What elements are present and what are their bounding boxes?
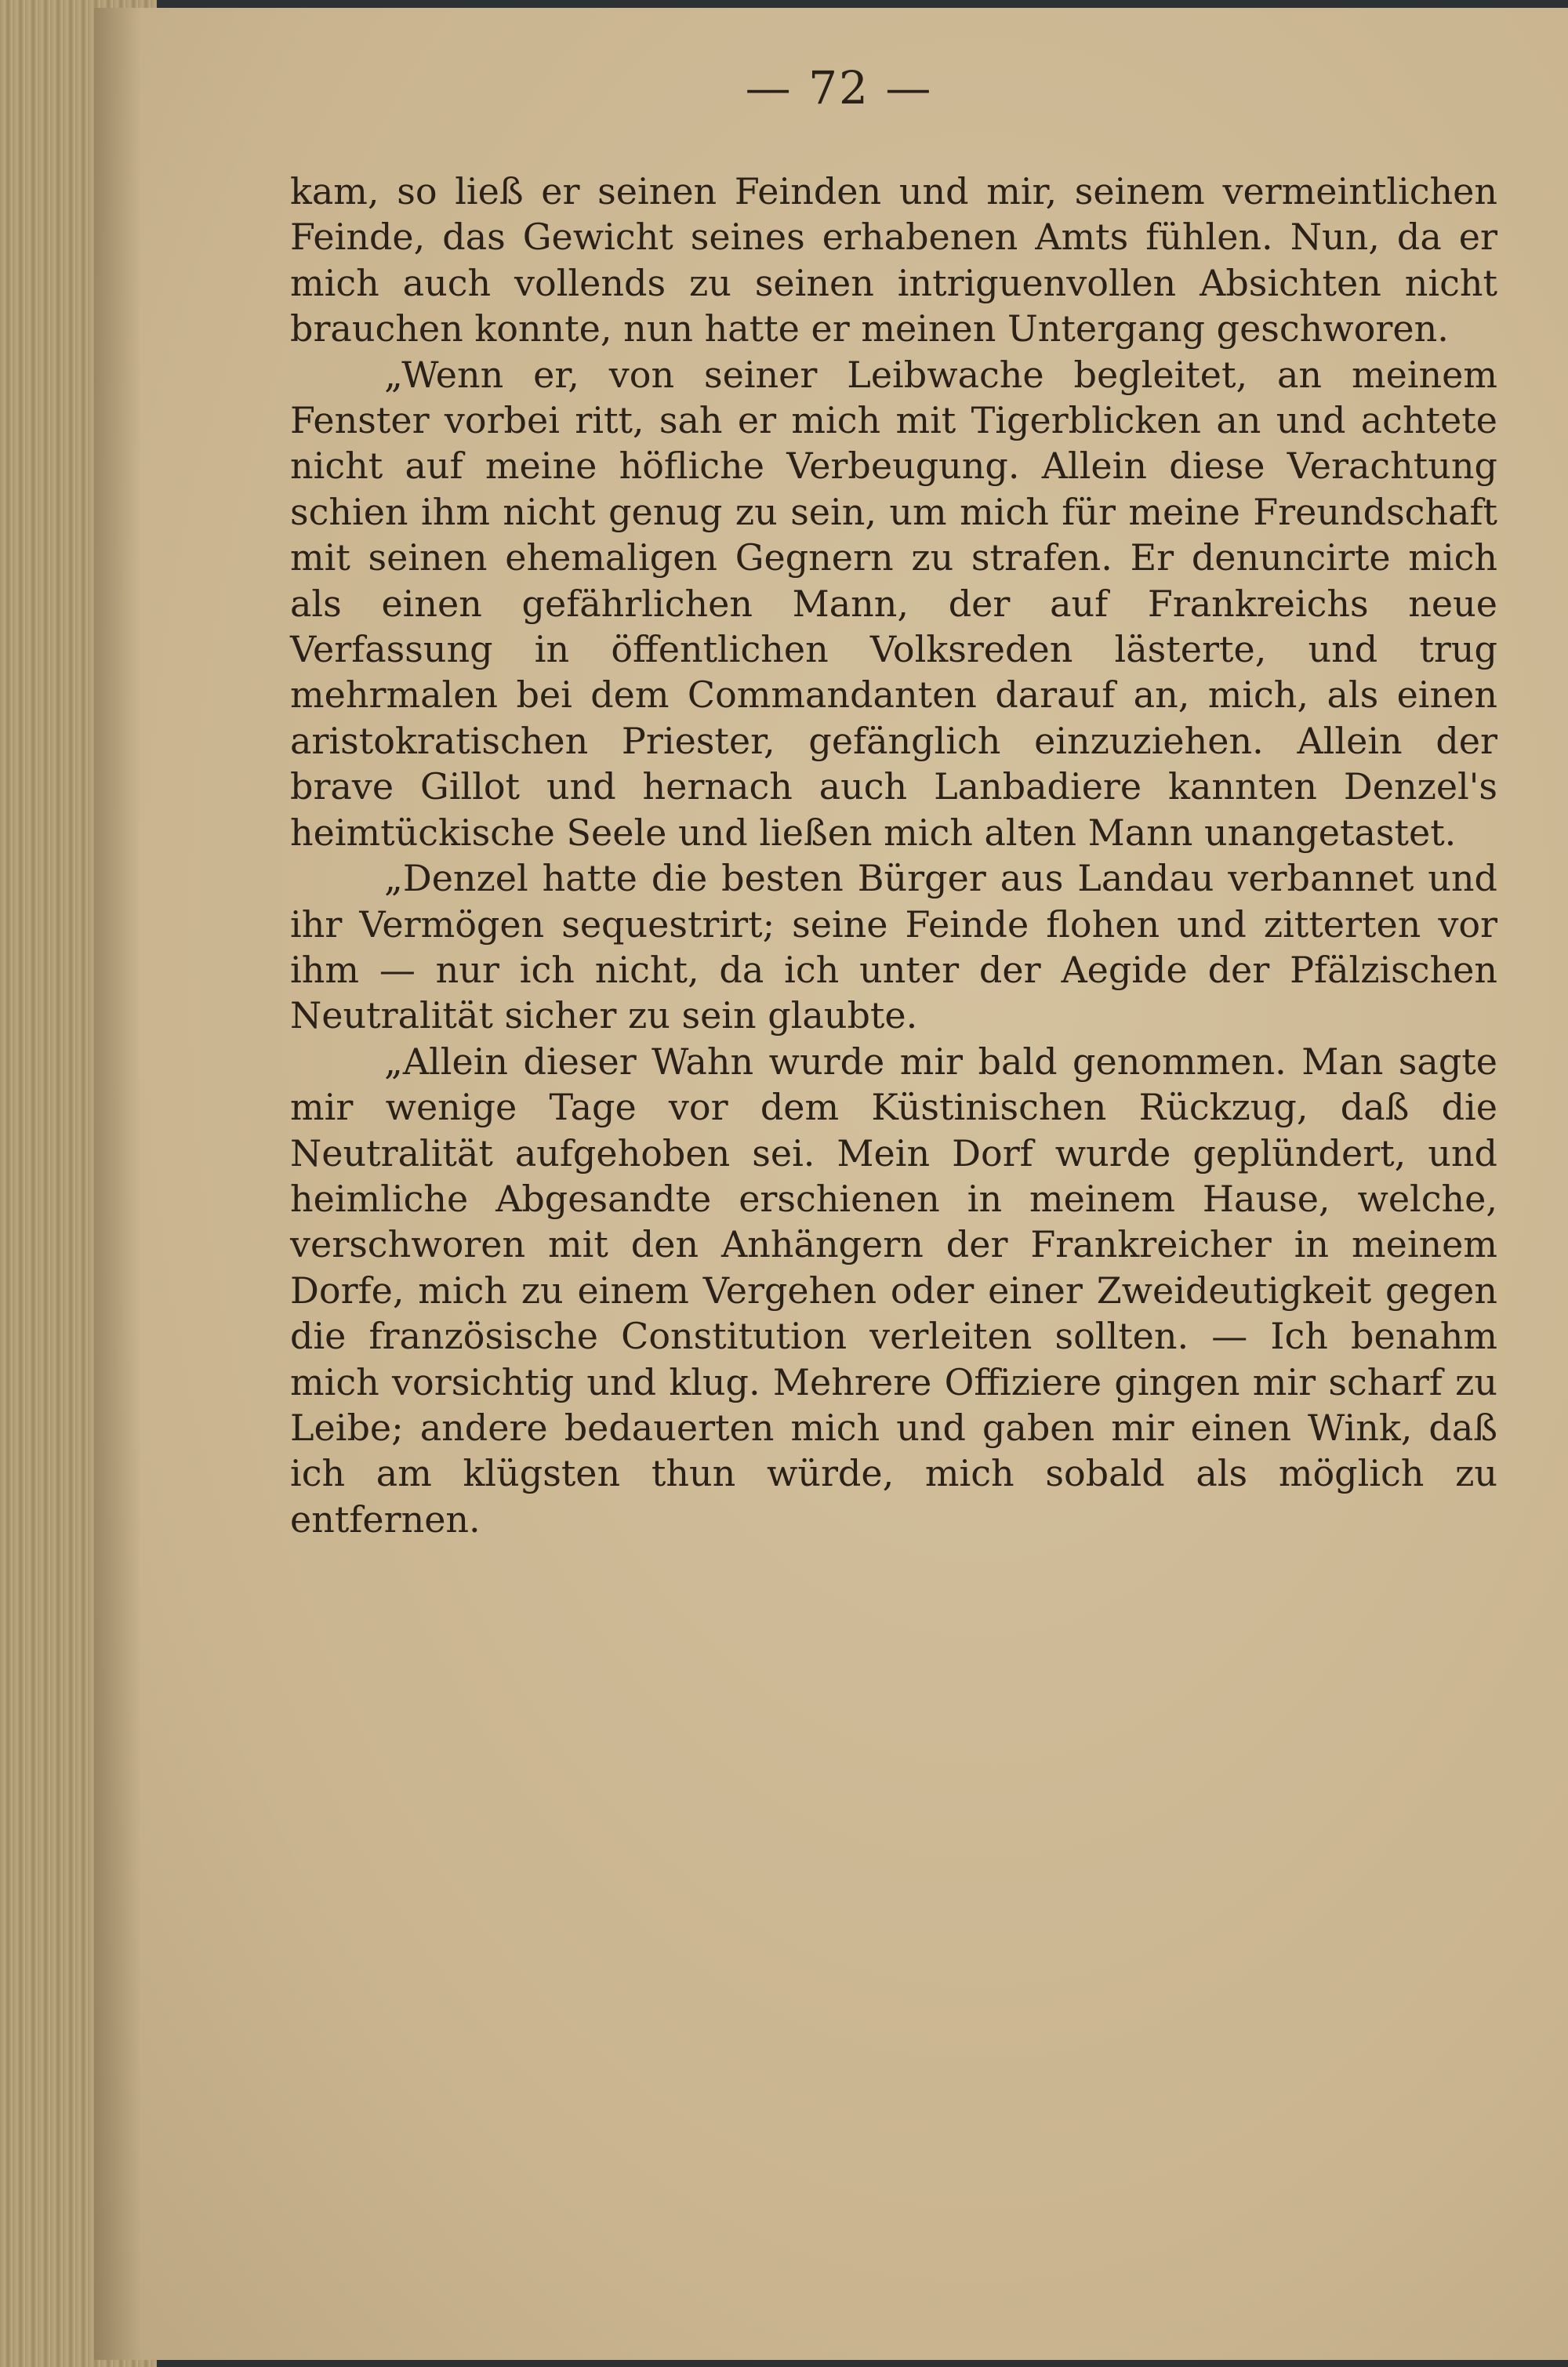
paragraph-4: „Allein dieser Wahn wurde mir bald genommen. Man sagte mir wenige Tage vor dem Küstinischen Rückzug, daß die Neutralität aufgehoben sei. Mein Dorf wurde geplündert, und heimliche Abgesandte erschienen in meinem Hause, welche, verschworen mit den Anhängern der Frankreicher in meinem Dorfe, mich zu einem Vergehen oder einer Zweideutigkeit gegen die französische Constitution verleiten sollten. — Ich benahm mich vorsichtig und klug. Mehrere Offiziere gingen mir scharf zu Leibe; andere bedauerten mich und gaben mir einen Wink, daß ich am klügsten thun würde, mich sobald als möglich zu entfernen. [290, 1040, 1497, 1541]
paragraph-1: kam, so ließ er seinen Feinden und mir, seinem vermeintlichen Feinde, das Gewicht seines erhabenen Amts fühlen. Nun, da er mich auch vollends zu seinen intriguenvollen Absichten nicht brauchen konnte, nun hatte er meinen Untergang geschworen. [290, 170, 1497, 350]
body-text [290, 169, 1497, 1542]
gutter-shadow [94, 8, 141, 2360]
paragraph-3: „Denzel hatte die besten Bürger aus Landau verbannet und ihr Vermögen sequestrirt; seine Feinde flohen und zitterten vor ihm — nur ich nicht, da ich unter der Aegide der Pfälzischen Neutralität sicher zu sein glaubte. [290, 857, 1497, 1037]
page-number-header: — 72 — [745, 61, 933, 114]
paragraph-2: „Wenn er, von seiner Leibwache begleitet, an meinem Fenster vorbei ritt, sah er mich mit Tigerblicken an und achtete nicht auf meine höfliche Verbeugung. Allein diese Verachtung schien ihm nicht genug zu sein, um mich für meine Freundschaft mit seinen ehemaligen Gegnern zu strafen. Er denuncirte mich als einen gefährlichen Mann, der auf Frankreichs neue Verfassung in öffentlichen Volksreden lästerte, und trug mehrmalen bei dem Commandanten darauf an, mich, als einen aristokratischen Priester, gefänglich einzuziehen. Allein der brave Gillot und hernach auch Lanbadiere kannten Denzel's heimtückische Seele und ließen mich alten Mann unangetastet. [290, 353, 1497, 854]
